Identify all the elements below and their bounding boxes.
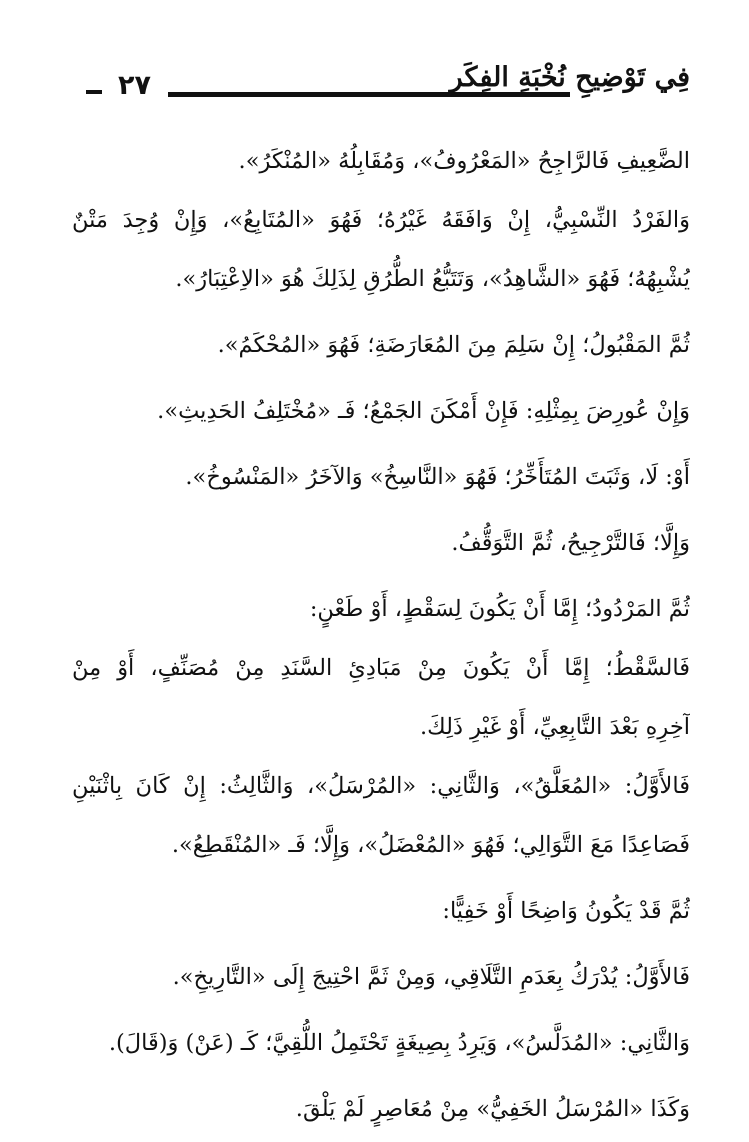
text-line: وَالفَرْدُ النِّسْبِيُّ، إِنْ وَافَقَهُ غَيْرُهُ؛ فَهُوَ «المُتَابِعُ»، وَإِنْ وُجِدَ مَتْنٌ (72, 207, 690, 233)
running-title: فِي تَوْضِيحِ نُخْبَةِ الفِكَرِ (449, 62, 690, 93)
text-line: فَالأَوَّلُ: يُدْرَكُ بِعَدَمِ التَّلَاقِي، وَمِنْ ثَمَّ احْتِيجَ إِلَى «التَّارِيخِ». (172, 964, 690, 990)
text-line: أَوْ: لَا، وَثَبَتَ المُتَأَخِّرُ؛ فَهُوَ «النَّاسِخُ» وَالآخَرُ «المَنْسُوخُ». (185, 464, 690, 490)
text-line: يُشْبِهُهُ؛ فَهُوَ «الشَّاهِدُ»، وَتَتَبُّعُ الطُّرُقِ لِذَلِكَ هُوَ «الاِعْتِبَارُ». (175, 266, 690, 292)
text-line: وَكَذَا «المُرْسَلُ الخَفِيُّ» مِنْ مُعَاصِرٍ لَمْ يَلْقَ. (295, 1096, 690, 1122)
text-line: الضَّعِيفِ فَالرَّاجِحُ «المَعْرُوفُ»، وَمُقَابِلُهُ «المُنْكَرُ». (238, 148, 690, 174)
page-header (72, 62, 690, 112)
text-line: وَإِنْ عُورِضَ بِمِثْلِهِ: فَإِنْ أَمْكَنَ الجَمْعُ؛ فَـ «مُخْتَلِفُ الحَدِيثِ». (157, 398, 690, 424)
text-line: فَالأَوَّلُ: «المُعَلَّقُ»، وَالثَّانِي: «المُرْسَلُ»، وَالثَّالِثُ: إِنْ كَانَ بِاثْنَيْنِ (72, 773, 690, 799)
main-text (72, 128, 690, 1142)
text-line: فَالسَّقْطُ؛ إِمَّا أَنْ يَكُونَ مِنْ مَبَادِئِ السَّنَدِ مِنْ مُصَنِّفٍ، أَوْ مِنْ (72, 655, 690, 681)
text-line: فَصَاعِدًا مَعَ التَّوَالِي؛ فَهُوَ «المُعْضَلُ»، وَإِلَّا؛ فَـ «المُنْقَطِعُ». (171, 832, 690, 858)
text-line: آخِرِهِ بَعْدَ التَّابِعِيِّ، أَوْ غَيْرِ ذَلِكَ. (419, 714, 690, 740)
page-number: ٢٧ (118, 70, 151, 101)
text-line: ثُمَّ قَدْ يَكُونُ وَاضِحًا أَوْ خَفِيًّا: (442, 898, 690, 924)
text-line: ثُمَّ المَرْدُودُ؛ إِمَّا أَنْ يَكُونَ لِسَقْطٍ، أَوْ طَعْنٍ: (309, 596, 690, 622)
text-line: ثُمَّ المَقْبُولُ؛ إِنْ سَلِمَ مِنَ المُعَارَضَةِ؛ فَهُوَ «المُحْكَمُ». (217, 332, 690, 358)
text-line: وَإِلَّا؛ فَالتَّرْجِيحُ، ثُمَّ التَّوَقُّفُ. (451, 530, 690, 556)
text-line: وَالثَّانِي: «المُدَلَّسُ»، وَيَرِدُ بِصِيغَةٍ تَحْتَمِلُ اللُّقِيَّ؛ كَـ (عَنْ) وَ(قَالَ). (108, 1030, 690, 1056)
header-dash (86, 90, 102, 94)
